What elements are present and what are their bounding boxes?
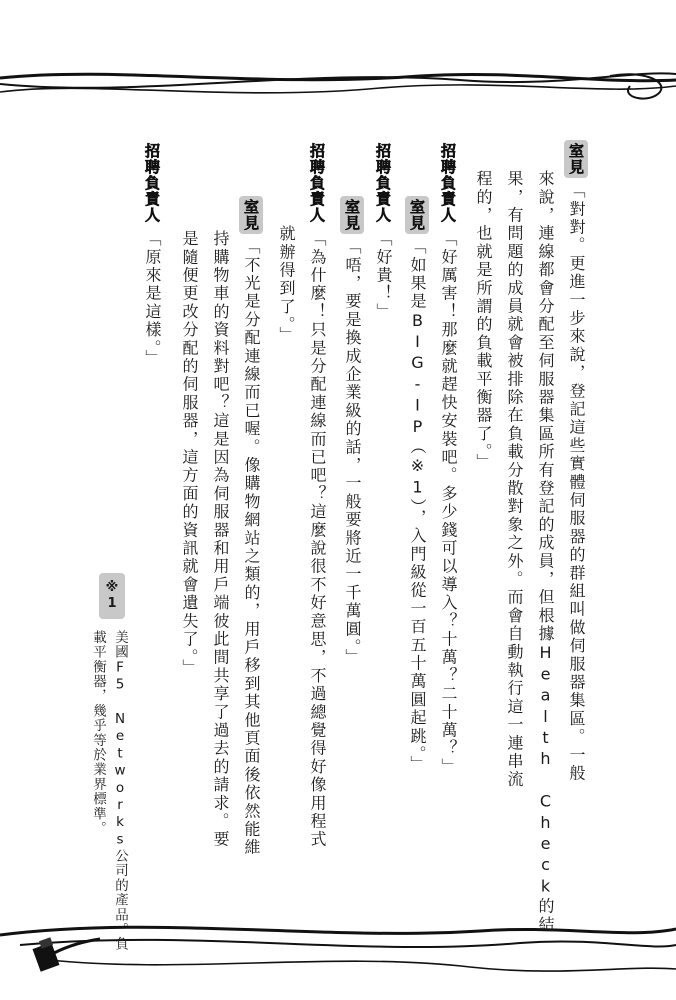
dialogue-text: 就辦得到了。」 — [277, 225, 296, 345]
dialogue-text: 持購物車的資料對吧？這是因為伺服器和用戶端彼此間共享了過去的請求。要 — [211, 230, 230, 849]
speaker-label: 室見 — [564, 140, 588, 178]
dialogue-text: 「為什麼！只是分配連線而已吧？這麼說很不好意思，不過總覺得好像用程式 — [308, 230, 327, 849]
dialogue-column — [405, 196, 429, 774]
footnote-number: 1 — [107, 596, 117, 611]
footnote-text-line: 美國F5 Networks公司的產品。負 — [112, 630, 128, 952]
footnote-text-line: 載平衡器，幾乎等於業界標準。 — [90, 630, 106, 836]
dialogue-column — [177, 230, 201, 677]
dialogue-text: 「如果是BIG-IP（※1），入門級從一百五十萬圓起跳。」 — [408, 238, 427, 774]
footnote-mark: ※ — [105, 580, 119, 595]
dialogue-column — [436, 140, 460, 776]
bottom-scribble-line — [0, 895, 676, 995]
dialogue-text: 來說，連線都會分配至伺服器集區所有登記的成員，但根據Health Check的結 — [536, 170, 555, 934]
dialogue-column — [471, 170, 495, 471]
speaker-label: 室見 — [405, 196, 429, 234]
speaker-label: 室見 — [239, 196, 263, 234]
footnote-marker — [99, 573, 125, 619]
dialogue-text: 「對對。更進一步來說，登記這些實體伺服器的群組叫做伺服器集區。一般 — [567, 182, 586, 783]
speaker-label: 招聘負責人 — [308, 143, 326, 223]
dialogue-column — [502, 170, 526, 789]
speaker-label: 室見 — [340, 196, 364, 234]
dialogue-text: 「好貴！」 — [374, 230, 393, 321]
dialogue-column — [371, 140, 395, 321]
speaker-label: 招聘負責人 — [439, 143, 457, 223]
dialogue-text: 是隨便更改分配的伺服器，這方面的資訊就會遺失了。」 — [180, 230, 199, 677]
speaker-label: 招聘負責人 — [143, 143, 161, 223]
dialogue-column — [564, 140, 588, 783]
dialogue-column — [140, 140, 164, 368]
dialogue-column — [239, 196, 263, 857]
dialogue-column — [533, 170, 557, 934]
dialogue-text: 「原來是這樣。」 — [143, 230, 162, 368]
speaker-label: 招聘負責人 — [374, 143, 392, 223]
dialogue-column — [340, 196, 364, 667]
dialogue-column — [208, 230, 232, 849]
dialogue-text: 果，有問題的成員就會被排除在負載分散對象之外。而會自動執行這一連串流 — [505, 170, 524, 789]
top-scribble-line — [0, 40, 676, 120]
dialogue-column — [274, 225, 298, 344]
dialogue-text: 「好厲害！那麼就趕快安裝吧。多少錢可以導入？十萬？二十萬？」 — [439, 230, 458, 776]
dialogue-text: 程的，也就是所謂的負載平衡器了。」 — [474, 170, 493, 472]
dialogue-text: 「不光是分配連線而已喔。像購物網站之類的，用戶移到其他頁面後依然能維 — [242, 238, 261, 857]
dialogue-text: 「唔，要是換成企業級的話，一般要將近一千萬圓。」 — [343, 238, 362, 667]
dialogue-column — [305, 140, 329, 849]
